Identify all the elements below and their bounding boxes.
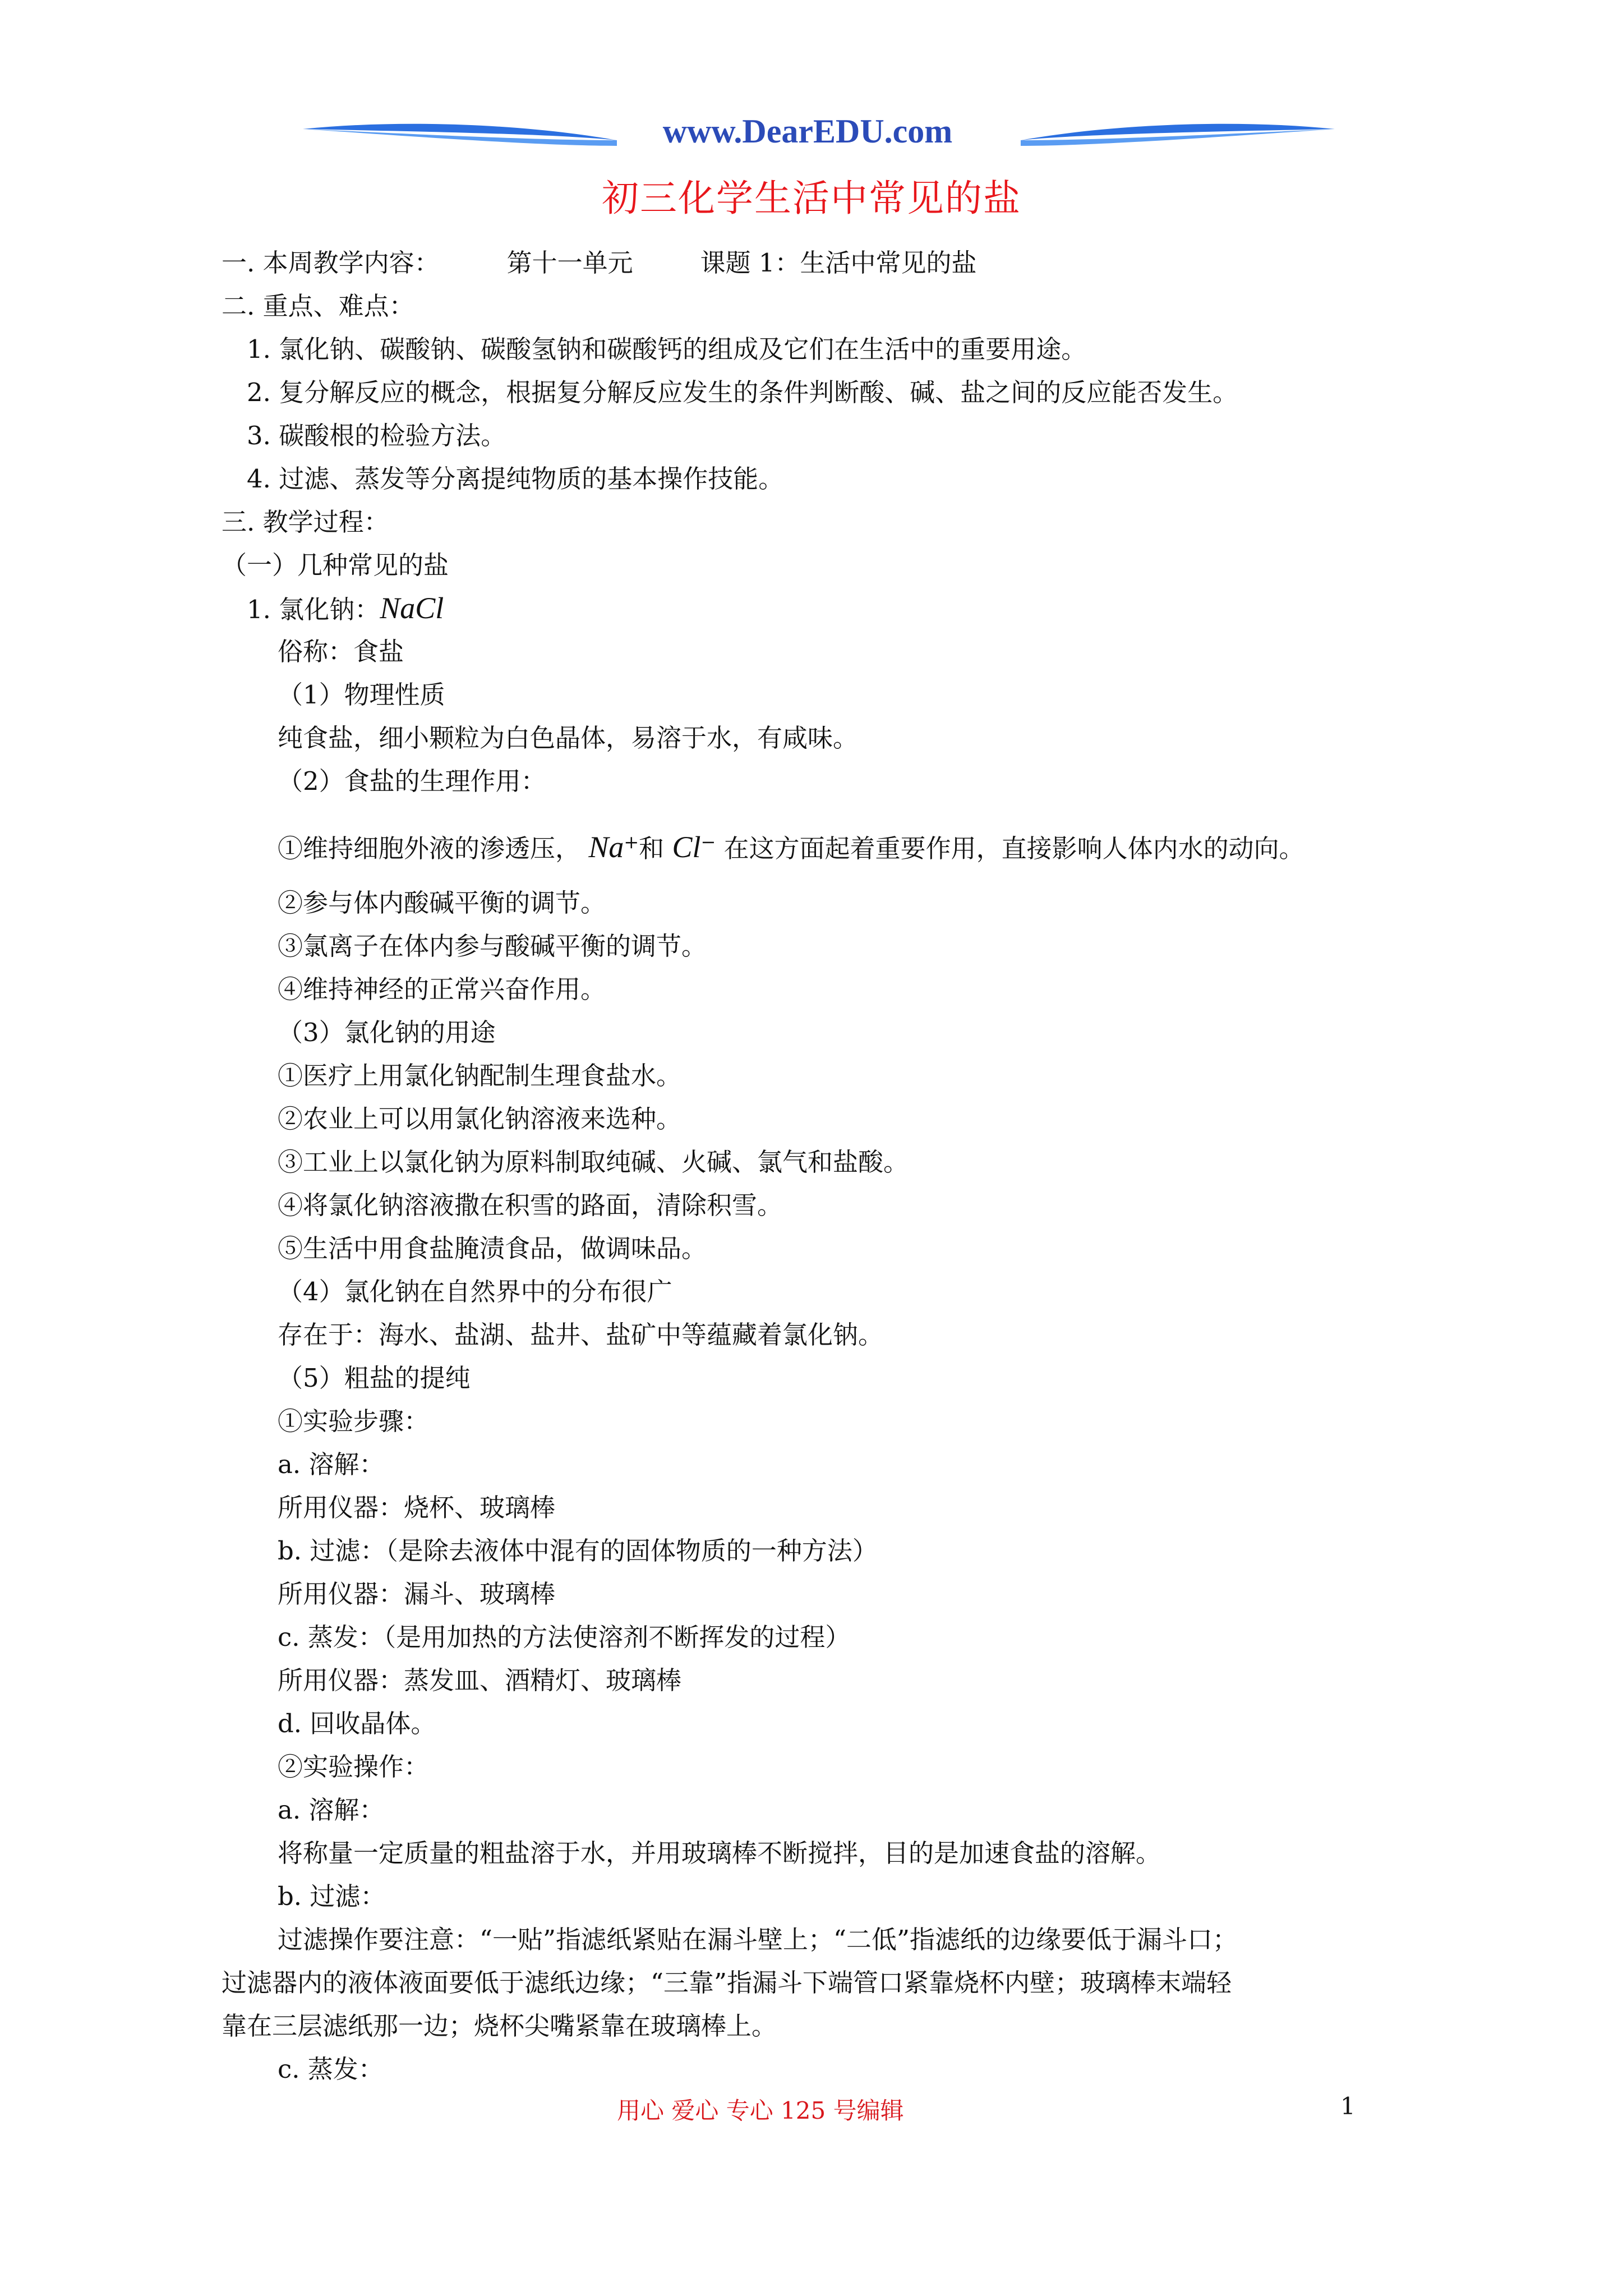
charge-plus: + bbox=[624, 831, 639, 853]
unit-label: 第十一单元 bbox=[506, 248, 633, 278]
key-point: 2. 复分解反应的概念，根据复分解反应发生的条件判断酸、碱、盐之间的反应能否发生。 bbox=[247, 378, 1238, 407]
text-line: 俗称：食盐 bbox=[278, 637, 404, 666]
text-line: 纯食盐，细小颗粒为白色晶体，易溶于水，有咸味。 bbox=[278, 723, 859, 753]
text-segment: 在这方面起着重要作用，直接影响人体内水的动向。 bbox=[723, 834, 1304, 863]
formula-cl: Cl bbox=[672, 830, 701, 864]
text-line: （4）氯化钠在自然界中的分布很广 bbox=[278, 1277, 672, 1306]
text-line: 存在于：海水、盐湖、盐井、盐矿中等蕴藏着氯化钠。 bbox=[278, 1320, 884, 1350]
text-line: ③氯离子在体内参与酸碱平衡的调节。 bbox=[278, 931, 707, 961]
section-heading: 二. 重点、难点： bbox=[222, 291, 414, 321]
text-line: a. 溶解： bbox=[278, 1450, 385, 1479]
text-line: （5）粗盐的提纯 bbox=[278, 1363, 471, 1393]
text-segment: ①维持细胞外液的渗透压， bbox=[278, 834, 581, 863]
text-line: ④将氯化钠溶液撒在积雪的路面，清除积雪。 bbox=[278, 1190, 783, 1220]
text-line-formula bbox=[222, 803, 1405, 881]
text-line: 过滤操作要注意：“一贴”指滤纸紧贴在漏斗壁上；“二低”指滤纸的边缘要低于漏斗口； bbox=[278, 1925, 1238, 1954]
text-line: c. 蒸发：（是用加热的方法使溶剂不断挥发的过程） bbox=[278, 1622, 851, 1652]
subsection-heading: （一）几种常见的盐 bbox=[222, 550, 449, 580]
lesson-label: 课题 1：生活中常见的盐 bbox=[700, 248, 977, 278]
text-line: （2）食盐的生理作用： bbox=[278, 766, 546, 796]
text-line: a. 溶解： bbox=[278, 1795, 385, 1825]
text-line: ④维持神经的正常兴奋作用。 bbox=[278, 974, 606, 1004]
key-point: 4. 过滤、蒸发等分离提纯物质的基本操作技能。 bbox=[247, 464, 784, 494]
text-line: b. 过滤： bbox=[278, 1881, 386, 1911]
text-line: 所用仪器：烧杯、玻璃棒 bbox=[278, 1493, 556, 1522]
section-heading: 三. 教学过程： bbox=[222, 507, 389, 537]
site-banner-text: www.DearEDU.com bbox=[662, 113, 953, 150]
key-point: 1. 氯化钠、碳酸钠、碳酸氢钠和碳酸钙的组成及它们在生活中的重要用途。 bbox=[247, 334, 1087, 364]
page-number: 1 bbox=[1340, 2092, 1355, 2120]
text-line: ①实验步骤： bbox=[278, 1406, 430, 1436]
text-line: 所用仪器：漏斗、玻璃棒 bbox=[278, 1579, 556, 1609]
text-line: ③工业上以氯化钠为原料制取纯碱、火碱、氯气和盐酸。 bbox=[278, 1147, 909, 1177]
text-line: ②参与体内酸碱平衡的调节。 bbox=[278, 888, 606, 918]
text-line: （3）氯化钠的用途 bbox=[278, 1018, 496, 1047]
text-line: 靠在三层滤纸那一边；烧杯尖嘴紧靠在玻璃棒上。 bbox=[222, 2011, 777, 2041]
document-body bbox=[222, 241, 1405, 2091]
text-line: ⑤生活中用食盐腌渍食品，做调味品。 bbox=[278, 1234, 707, 1263]
charge-minus: − bbox=[700, 831, 716, 853]
footer-note: 用心 爱心 专心 125 号编辑 bbox=[617, 2097, 904, 2124]
text-line: ①医疗上用氯化钠配制生理食盐水。 bbox=[278, 1061, 682, 1091]
text-line: 过滤器内的液体液面要低于滤纸边缘；“三靠”指漏斗下端管口紧靠烧杯内壁；玻璃棒末端轻 bbox=[222, 1968, 1232, 1998]
text-line: 将称量一定质量的粗盐溶于水，并用玻璃棒不断搅拌，目的是加速食盐的溶解。 bbox=[278, 1838, 1161, 1868]
text-segment: 和 bbox=[639, 834, 665, 863]
text-line: 所用仪器：蒸发皿、酒精灯、玻璃棒 bbox=[278, 1665, 682, 1695]
text-line: ②实验操作： bbox=[278, 1752, 430, 1782]
document-title: 初三化学生活中常见的盐 bbox=[602, 177, 1021, 220]
formula-na: Na bbox=[588, 830, 624, 864]
item-heading bbox=[222, 587, 1405, 630]
section-line bbox=[222, 241, 1405, 284]
text-line: ②农业上可以用氯化钠溶液来选种。 bbox=[278, 1104, 682, 1134]
text-line: （1）物理性质 bbox=[278, 680, 445, 710]
formula-nacl: NaCl bbox=[380, 591, 444, 625]
key-point: 3. 碳酸根的检验方法。 bbox=[247, 421, 506, 450]
section-heading: 一. 本周教学内容： bbox=[222, 248, 440, 278]
text-line: d. 回收晶体。 bbox=[278, 1709, 436, 1738]
text-line: c. 蒸发： bbox=[278, 2054, 384, 2084]
text-line: b. 过滤：（是除去液体中混有的固体物质的一种方法） bbox=[278, 1536, 878, 1566]
item-label: 1. 氯化钠： bbox=[247, 595, 380, 624]
